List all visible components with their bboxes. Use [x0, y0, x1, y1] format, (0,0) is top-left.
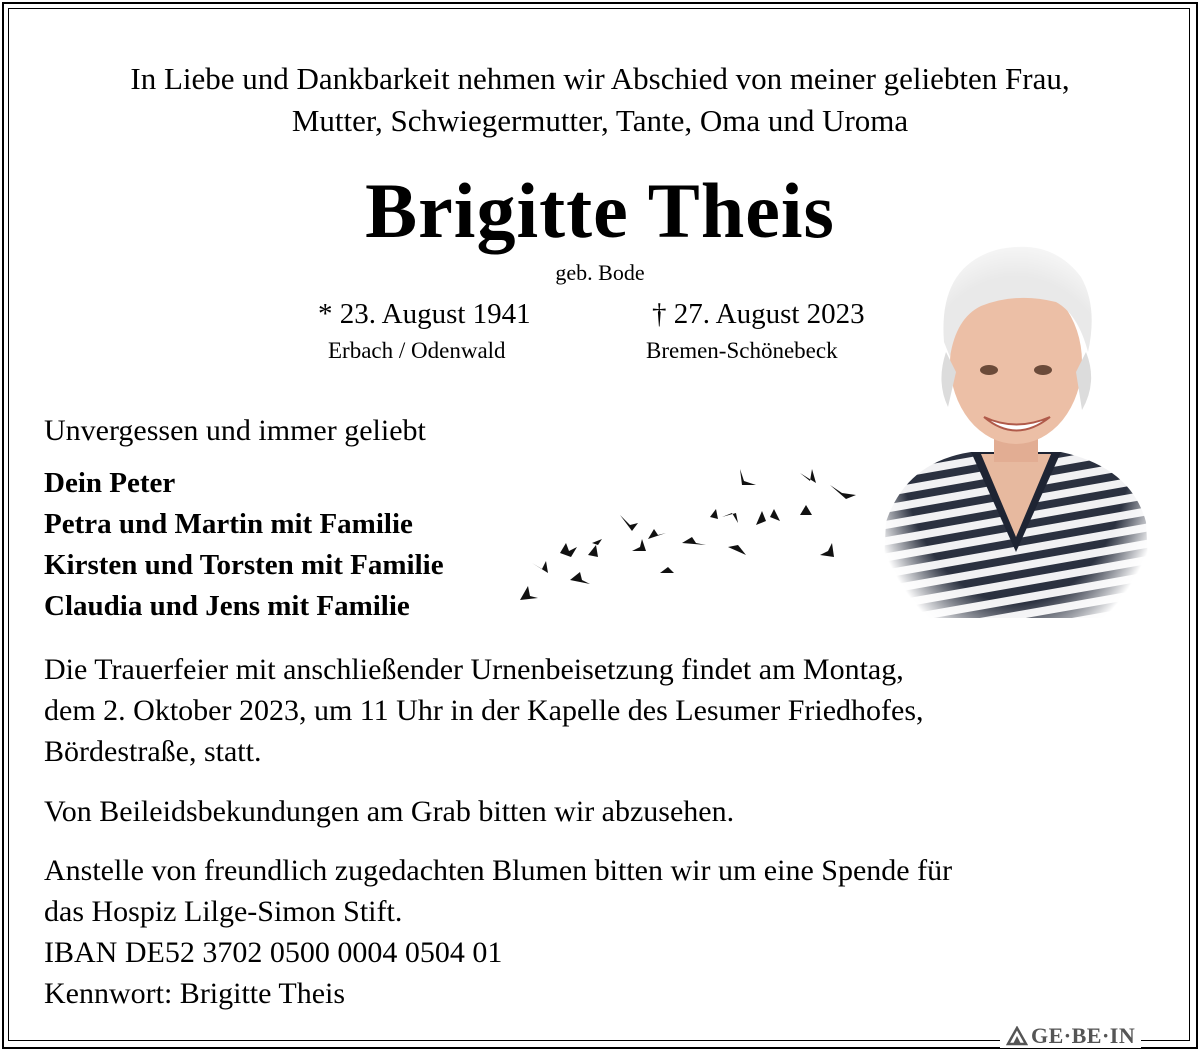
- service-info: [44, 649, 924, 772]
- mourner-item: Petra und Martin mit Familie: [44, 508, 413, 540]
- gebein-logo-icon: [1006, 1026, 1028, 1046]
- donation-info: [44, 850, 952, 1014]
- maiden-name: geb. Bode: [555, 260, 645, 285]
- service-line-2: dem 2. Oktober 2023, um 11 Uhr in der Kapelle des Lesumer Friedhofes,: [44, 694, 924, 727]
- donation-keyword: Kennwort: Brigitte Theis: [44, 977, 346, 1010]
- intro-line-2: Mutter, Schwiegermutter, Tante, Oma und Uroma: [291, 103, 909, 138]
- mourners-list: [44, 463, 444, 627]
- death-place: Bremen-Schönebeck: [646, 338, 838, 363]
- mourning-line: Unvergessen und immer geliebt: [44, 414, 426, 447]
- birth-date: * 23. August 1941: [318, 298, 531, 330]
- intro-line-1: In Liebe und Dankbarkeit nehmen wir Abschied von meiner geliebten Frau,: [130, 61, 1070, 96]
- condolence-note: Von Beileidsbekundungen am Grab bitten wir abzusehen.: [44, 795, 735, 828]
- service-line-3: Bördestraße, statt.: [44, 735, 262, 768]
- birth-place: Erbach / Odenwald: [328, 338, 506, 363]
- intro-text: [0, 58, 1200, 142]
- service-line-1: Die Trauerfeier mit anschließender Urnenbeisetzung findet am Montag,: [44, 653, 904, 686]
- birds-flock-icon: [500, 455, 880, 620]
- portrait-photo: [876, 222, 1156, 618]
- donation-line-1: Anstelle von freundlich zugedachten Blumen bitten wir um eine Spende für: [44, 854, 953, 887]
- mourner-item: Claudia und Jens mit Familie: [44, 590, 410, 622]
- death-date: † 27. August 2023: [652, 298, 865, 330]
- mourner-item: Dein Peter: [44, 467, 176, 499]
- mourner-item: Kirsten und Torsten mit Familie: [44, 549, 444, 581]
- donation-line-2: das Hospiz Lilge-Simon Stift.: [44, 895, 403, 928]
- donation-iban: IBAN DE52 3702 0500 0004 0504 01: [44, 936, 503, 969]
- deceased-name: Brigitte Theis: [365, 167, 835, 254]
- publisher-logo: [1000, 1024, 1141, 1048]
- publisher-logo-text: GE·BE·IN: [1031, 1023, 1136, 1048]
